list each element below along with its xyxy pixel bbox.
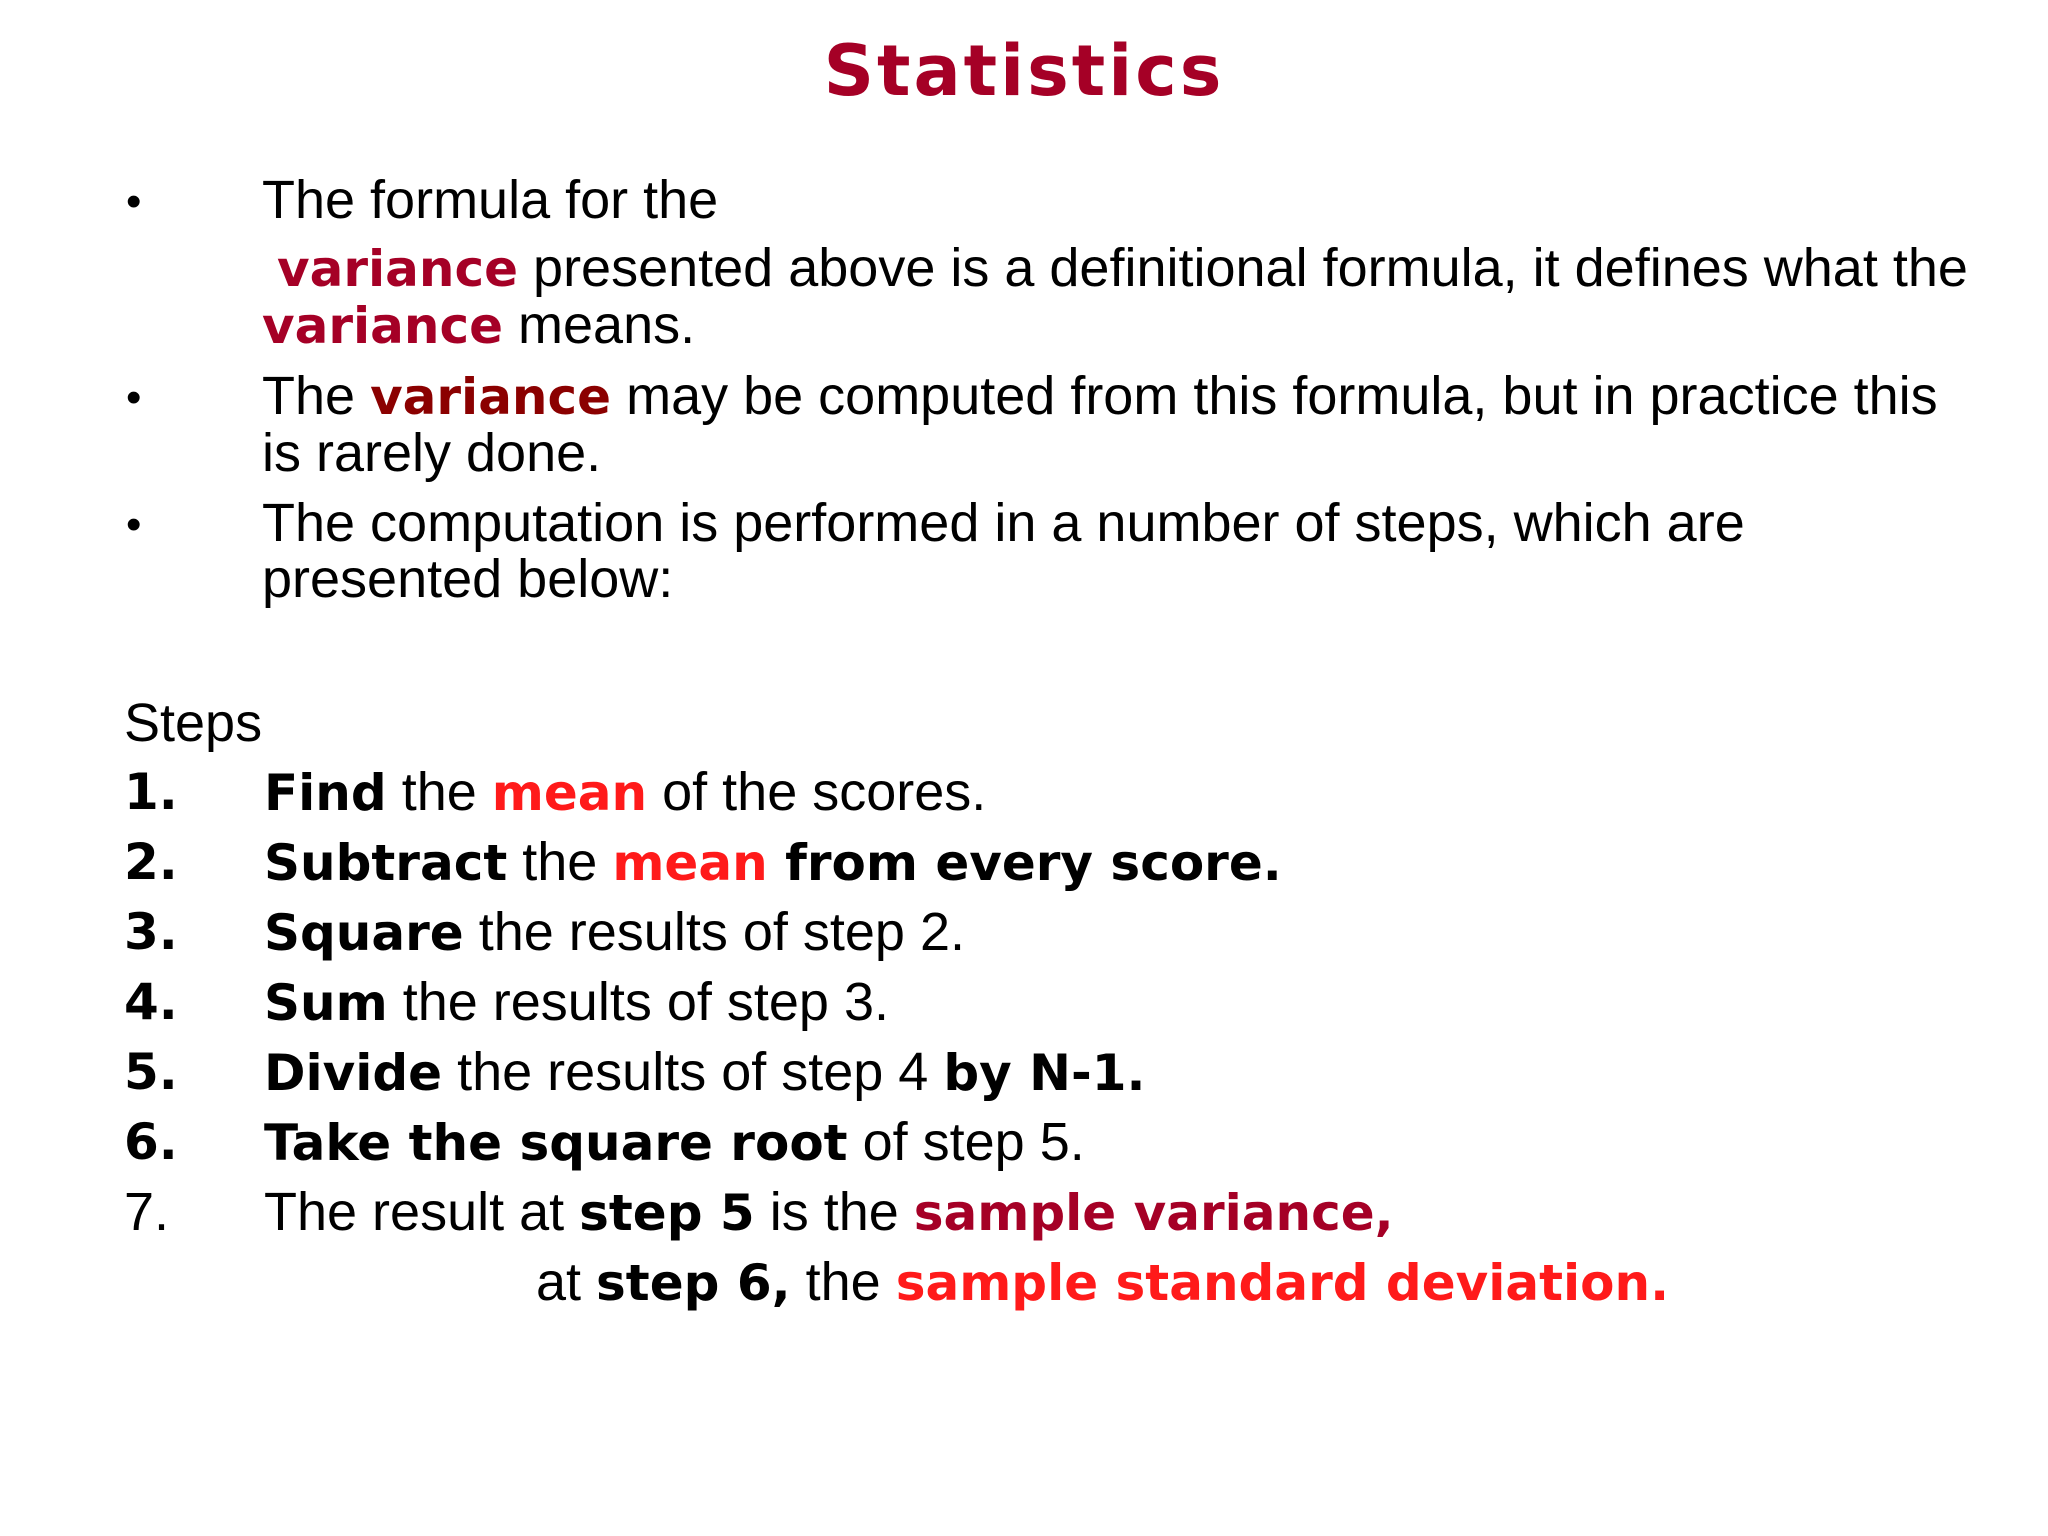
bullet-text: The (262, 366, 371, 426)
step-number: 7. (124, 1182, 170, 1242)
step-number: 5. (124, 1043, 178, 1101)
step-text: of step 5. (847, 1112, 1085, 1172)
step-text: the (790, 1252, 896, 1312)
step-item (124, 1108, 1974, 1178)
step-emphasis: by N-1. (943, 1044, 1146, 1102)
step-verb: Sum (264, 974, 388, 1032)
step-emphasis: from every score. (767, 834, 1282, 892)
bullet-item (120, 495, 1970, 607)
term-mean: mean (491, 764, 648, 822)
bullet-dot: • (126, 177, 142, 226)
step-text: The result at (264, 1182, 580, 1242)
term-variance: variance (370, 368, 612, 426)
step-item (124, 898, 1974, 968)
step-text: is the (754, 1182, 914, 1242)
bullet-text: The formula for the (262, 170, 719, 230)
step-number: 3. (124, 903, 178, 961)
step-verb: Square (264, 904, 464, 962)
bullet-item (120, 368, 1970, 481)
term-variance: variance (277, 240, 519, 298)
bullet-list (120, 172, 1970, 621)
step-emphasis: step 5 (579, 1184, 755, 1242)
step-continuation (124, 1248, 1974, 1318)
step-item (124, 758, 1974, 828)
step-text: the results of step 3. (387, 972, 889, 1032)
step-text: the (386, 762, 492, 822)
bullet-text-continued (262, 238, 1968, 355)
term-sample-standard-deviation: sample standard deviation. (895, 1254, 1670, 1312)
step-emphasis: step 6, (596, 1254, 791, 1312)
step-text: at (536, 1252, 597, 1312)
term-mean: mean (612, 834, 768, 892)
page-title: Statistics (823, 30, 1225, 112)
step-number: 4. (124, 973, 178, 1031)
step-verb: Find (264, 764, 387, 822)
step-text: the (507, 832, 613, 892)
bullet-text: may be computed from this formula, but in practice this is rarely done. (262, 366, 1938, 483)
term-sample-variance: sample variance, (913, 1184, 1394, 1242)
step-text: the results of step 2. (463, 902, 965, 962)
step-item (124, 1038, 1974, 1108)
steps-heading: Steps (124, 693, 263, 753)
bullet-dot: • (126, 500, 142, 549)
bullet-item (120, 172, 1970, 354)
bullet-dot: • (126, 373, 142, 422)
step-verb: Take the square root (264, 1114, 848, 1172)
step-item (124, 968, 1974, 1038)
step-number: 6. (124, 1113, 178, 1171)
bullet-text: presented above is a definitional formula, it defines what the (518, 238, 1968, 298)
step-number: 2. (124, 833, 178, 891)
bullet-text: The computation is performed in a number of steps, which are presented below: (262, 493, 1745, 609)
bullet-text: means. (503, 295, 696, 355)
step-number: 1. (124, 763, 178, 821)
step-item (124, 1178, 1974, 1248)
step-text: the results of step 4 (442, 1042, 944, 1102)
step-text: of the scores. (647, 762, 987, 822)
step-verb: Subtract (264, 834, 508, 892)
step-item (124, 828, 1974, 898)
steps-section (124, 688, 1974, 1318)
term-variance: variance (262, 297, 504, 355)
step-verb: Divide (264, 1044, 443, 1102)
